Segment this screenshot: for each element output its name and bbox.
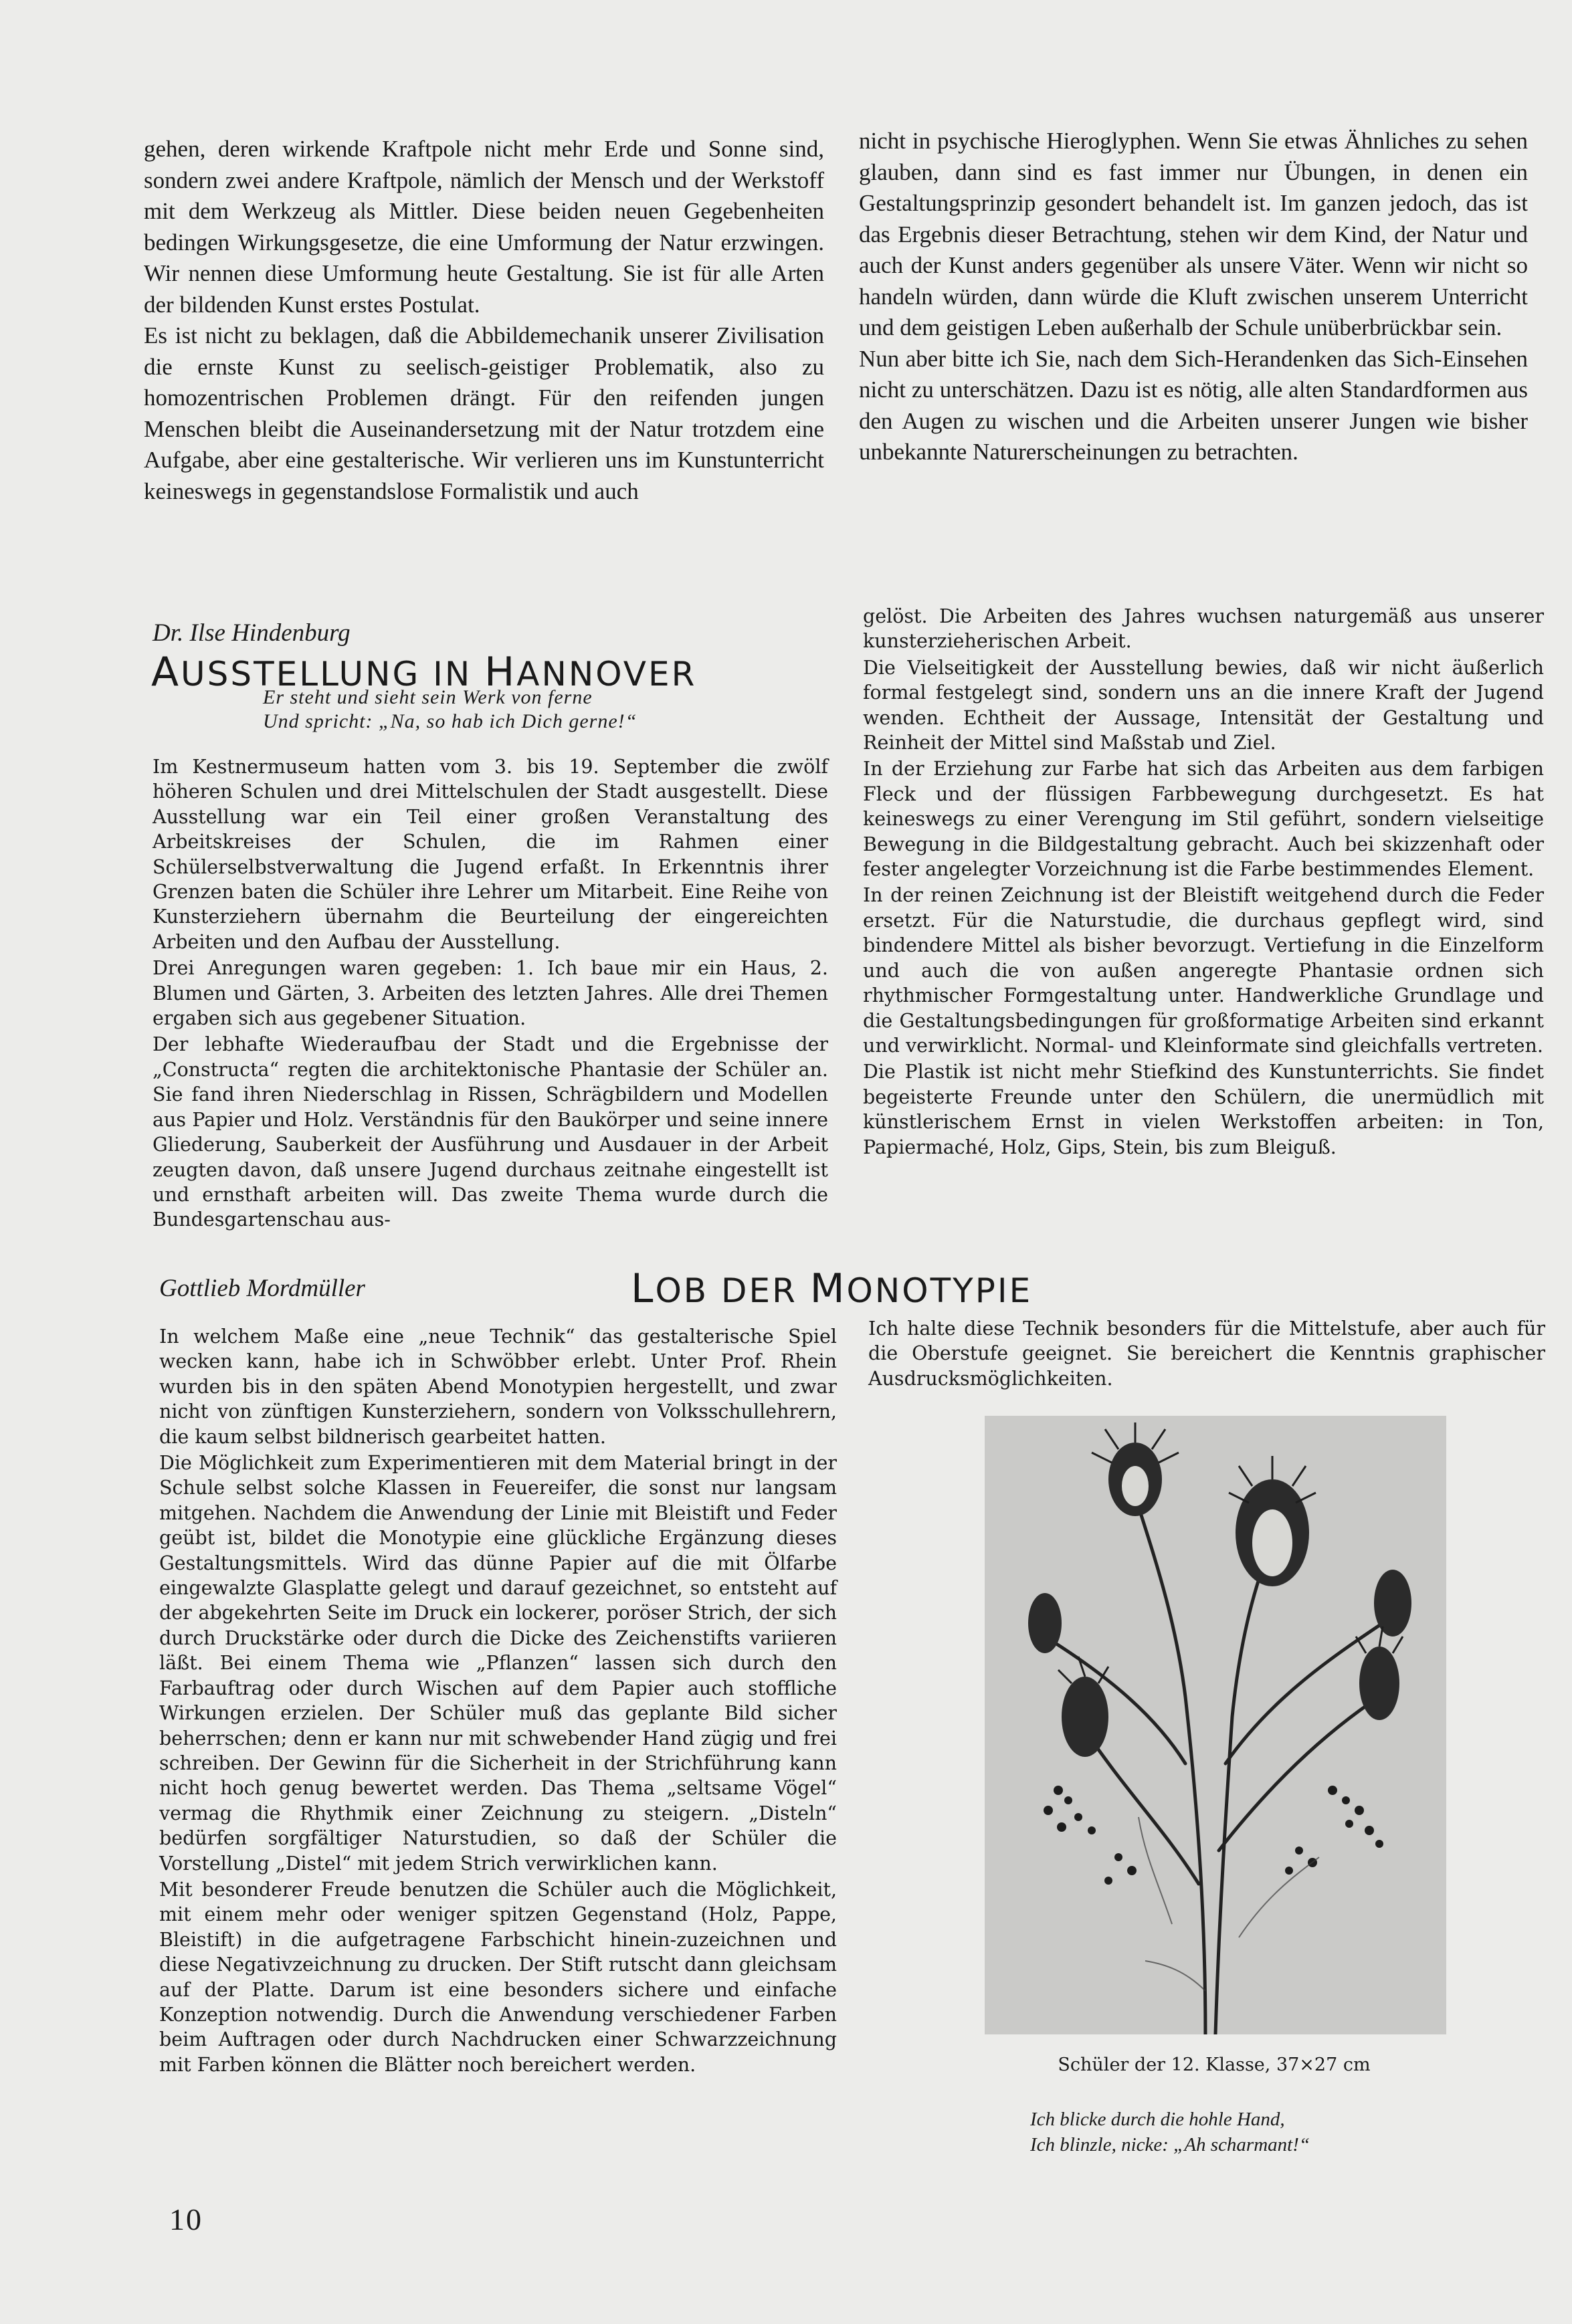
- paragraph: In welchem Maße eine „neue Technik“ das gestalterische Spiel wecken kann, habe ich in Schwöbber erlebt. Unter Prof. Rhein wurden bis in den späten Abend Monotypien hergestellt, und zwar nicht von zünftigen Kunsterziehern, sondern von Volksschullehrern, die kaum selbst bildnerisch gearbeitet hatten.: [159, 1326, 837, 1448]
- article2-title: LOB DER MONOTYPIE: [631, 1265, 1033, 1312]
- paragraph: Der lebhafte Wiederaufbau der Stadt und die Ergebnisse der „Constructa“ regten die architektonische Phantasie der Schüler an. Sie fand ihren Niederschlag in Rissen, Schrägbildern und Modellen aus Papier und Holz. Verständnis für den Baukörper und seine innere Gliederung, Sauberkeit der Ausführung und Ausdauer in der Arbeit zeugten davon, daß unsere Jugend durchaus zeitnahe eingestellt ist und ernsthaft arbeiten will. Das zweite Thema wurde durch die Bundesgartenschau aus-: [153, 1033, 828, 1231]
- verse-line: Ich blinzle, nicke: „Ah scharmant!“: [1030, 2134, 1310, 2155]
- paragraph: Ich halte diese Technik besonders für die Mittelstufe, aber auch für die Oberstufe geeignet. Sie bereichert die Kenntnis graphischer Ausdrucksmöglichkeiten.: [868, 1317, 1545, 1390]
- article1-author: Dr. Ilse Hindenburg: [153, 619, 351, 647]
- monotype-thistle-illustration: [985, 1416, 1446, 2034]
- paragraph: Drei Anregungen waren gegeben: 1. Ich baue mir ein Haus, 2. Blumen und Gärten, 3. Arbeiten des letzten Jahres. Alle drei Themen ergaben sich aus gegebener Situation.: [153, 957, 828, 1030]
- article1-motto: [263, 685, 637, 734]
- paragraph: Die Vielseitigkeit der Ausstellung bewies, daß wir nicht äußerlich formal festgelegt sind, sondern uns an die innere Kraft der Jugend wenden. Echtheit der Aussage, Intensität der Gestaltung und Reinheit der Mittel sind Maßstab und Ziel.: [863, 656, 1544, 754]
- paragraph: Im Kestnermuseum hatten vom 3. bis 19. September die zwölf höheren Schulen und drei Mittelschulen der Stadt ausgestellt. Diese Ausstellung war ein Teil einer großen Veranstaltung des Arbeitskreises der Schulen, die im Rahmen einer Schülerselbstverwaltung die Jugend erfaßt. In Erkenntnis ihrer Grenzen baten die Schüler ihre Lehrer um Mitarbeit. Eine Reihe von Kunsterziehern übernahm die Beurteilung der eingereichten Arbeiten und den Aufbau der Ausstellung.: [153, 756, 828, 953]
- paragraph: Die Möglichkeit zum Experimentieren mit dem Material bringt in der Schule selbst solche Klassen in Feuereifer, die sonst nur langsam mitgehen. Nachdem die Anwendung der Linie mit Bleistift und Feder geübt ist, bildet die Monotypie eine glückliche Ergänzung dieses Gestaltungsmittels. Wird das dünne Papier auf die mit Ölfarbe eingewalzte Glasplatte gelegt und darauf gezeichnet, so entsteht auf der abgekehrten Seite im Druck ein lockerer, poröser Strich, der sich durch Druckstärke oder durch die Dicke des Zeichenstifts variieren läßt. Bei einem Thema wie „Pflanzen“ lassen sich durch den Farbauftrag oder durch Wischen auf dem Papier auch stoffliche Wirkungen erzielen. Der Schüler muß das geplante Bild sicher beherrschen; denn er kann nur mit schwebender Hand zügig und frei schreiben. Der Gewinn für die Sicherheit in der Strichführung kann nicht hoch genug bewertet werden. Das Thema „seltsame Vögel“ vermag die Rhythmik einer Zeichnung zu steigern. „Disteln“ bedürfen sorgfältiger Naturstudien, so daß der Schüler die Vorstellung „Distel“ mit jedem Strich verwirklichen kann.: [159, 1452, 837, 1875]
- paragraph: gelöst. Die Arbeiten des Jahres wuchsen naturgemäß aus unserer kunsterzieherischen Arbeit.: [863, 605, 1544, 653]
- paragraph: Es ist nicht zu beklagen, daß die Abbildemechanik unserer Zivilisation die ernste Kunst zu seelisch-geistiger Problematik, also zu homozentrischen Problemen drängt. Für den reifenden jungen Menschen bleibt die Auseinandersetzung mit der Natur trotzdem eine Aufgabe, aber eine gestalterische. Wir verlieren uns im Kunstunterricht keineswegs in gegenstandslose Formalistik und auch: [144, 322, 824, 504]
- motto-line: Er steht und sieht sein Werk von ferne: [263, 686, 593, 708]
- thistle-drawing: [985, 1416, 1446, 2034]
- paragraph: gehen, deren wirkende Kraftpole nicht mehr Erde und Sonne sind, sondern zwei andere Kraftpole, nämlich der Mensch und der Werkstoff mit dem Werkzeug als Mittler. Diese beiden neuen Gegebenheiten bedingen Wirkungsgesetze, die eine Umformung der Natur erzwingen. Wir nennen diese Umformung heute Gestaltung. Sie ist für alle Arten der bildenden Kunst erstes Postulat.: [144, 136, 824, 318]
- article2-author: Gottlieb Mordmüller: [159, 1275, 365, 1302]
- article1-title: AUSSTELLUNG IN HANNOVER: [151, 649, 697, 696]
- paragraph: Die Plastik ist nicht mehr Stiefkind des Kunstunterrichts. Sie findet begeisterte Freunde unter den Schülern, die unermüdlich mit künstlerischem Ernst in vielen Werkstoffen arbeiten: in Ton, Papiermaché, Holz, Gips, Stein, bis zum Bleiguß.: [863, 1061, 1544, 1158]
- article2-right-column: [868, 1316, 1545, 1392]
- paragraph: Mit besonderer Freude benutzen die Schüler auch die Möglichkeit, mit einem mehr oder weniger spitzen Gegenstand (Holz, Pappe, Bleistift) in die aufgetragene Farbschicht hinein-zuzeichnen und diese Negativzeichnung zu drucken. Der Stift rutscht dann gleichsam auf der Platte. Darum ist eine besonders sichere und einfache Konzeption notwendig. Durch die Anwendung verschiedener Farben beim Auftragen oder durch Nachdrucken einer Schwarzzeichnung mit Farben können die Blätter noch bereichert werden.: [159, 1878, 837, 2076]
- paragraph: nicht in psychische Hieroglyphen. Wenn Sie etwas Ähnliches zu sehen glauben, dann sind es fast immer nur Übungen, in denen ein Gestaltungsprinzip gesondert behandelt ist. Im ganzen jedoch, das ist das Ergebnis dieser Betrachtung, stehen wir dem Kind, der Natur und auch der Kunst anders gegenüber als unsere Väter. Wenn wir nicht so handeln würden, dann würde die Kluft zwischen unserem Unterricht und dem geistigen Leben außerhalb der Schule unüberbrückbar sein.: [859, 128, 1528, 340]
- figure-verse: [1030, 2107, 1310, 2157]
- page-number: 10: [169, 2202, 203, 2236]
- paragraph: In der Erziehung zur Farbe hat sich das Arbeiten aus dem farbigen Fleck und der flüssigen Farbbewegung durchgesetzt. Es hat keineswegs zu einer Verengung im Stil geführt, sondern vielseitige Bewegung in die Bildgestaltung gebracht. Auch bei skizzenhaft oder fester angelegter Vorzeichnung ist die Farbe bestimmendes Element.: [863, 758, 1544, 881]
- motto-line: Und spricht: „Na, so hab ich Dich gerne!“: [263, 710, 637, 732]
- paragraph: Nun aber bitte ich Sie, nach dem Sich-Herandenken das Sich-Einsehen nicht zu unterschätzen. Dazu ist es nötig, alle alten Standardformen aus den Augen zu wischen und die Arbeiten unserer Jungen wie bisher unbekannte Naturerscheinungen zu betrachten.: [859, 345, 1528, 465]
- article1-right-column: [863, 604, 1544, 1161]
- top-left-column: [144, 134, 824, 507]
- article2-left-column: [159, 1324, 837, 2079]
- figure-caption: Schüler der 12. Klasse, 37×27 cm: [1058, 2054, 1371, 2075]
- top-right-column: [859, 126, 1528, 468]
- article1-left-column: [153, 754, 828, 1234]
- paragraph: In der reinen Zeichnung ist der Bleistift weitgehend durch die Feder ersetzt. Für die Naturstudie, die durchaus gepflegt wird, sind bindendere Mittel als bisher bevorzugt. Vertiefung in die Einzelform und auch die von außen angeregte Phantasie ordnen sich rhythmischer Formgestaltung unter. Handwerkliche Grundlage und die Gestaltungsbedingungen für großformatige Arbeiten sind erkannt und verwirklicht. Normal- und Kleinformate sind gleichfalls vertreten.: [863, 884, 1544, 1057]
- verse-line: Ich blicke durch die hohle Hand,: [1030, 2109, 1285, 2130]
